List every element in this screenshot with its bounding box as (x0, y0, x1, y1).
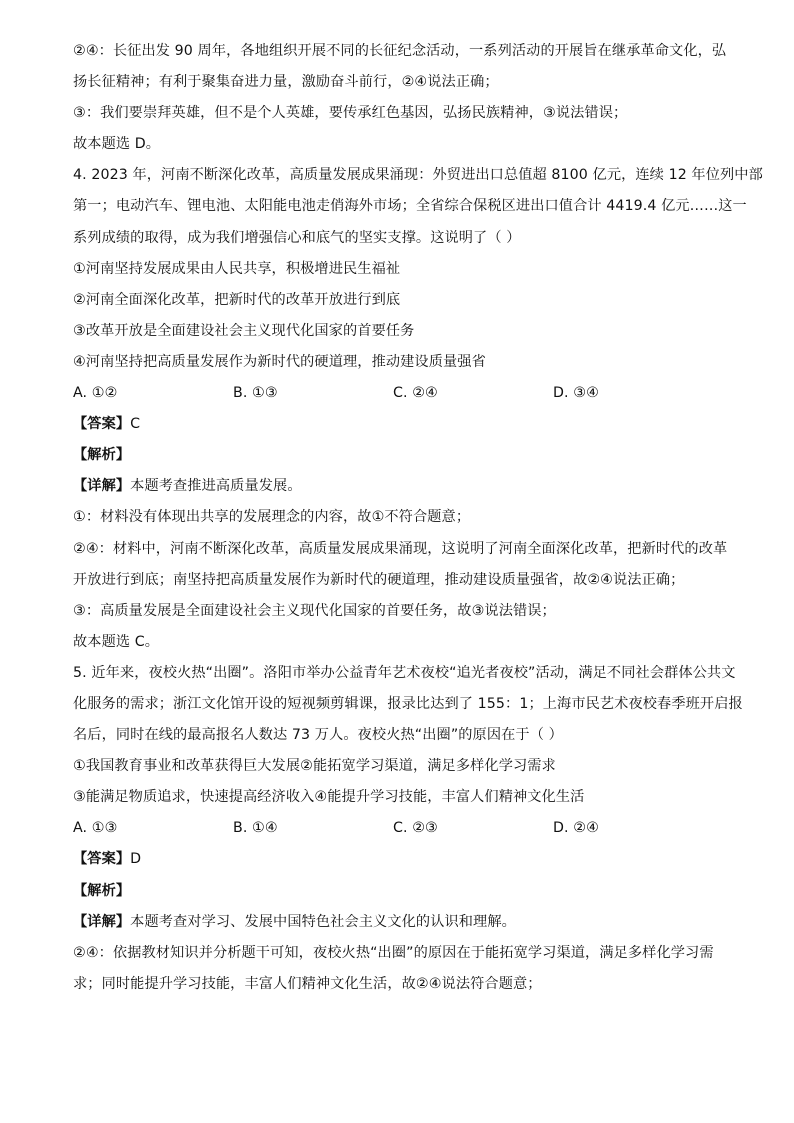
detail-line (73, 907, 733, 938)
explanation-line: 开放进行到底；南坚持把高质量发展作为新时代的硬道理，推动建设质量强省，故②④说法正确； (73, 571, 685, 588)
answer-options (73, 813, 733, 844)
option-a: A. ①③ (73, 820, 118, 837)
option-c: C. ②③ (393, 820, 438, 837)
question-5 (73, 658, 743, 1000)
option-b: B. ①④ (233, 820, 278, 837)
answer-value: C (130, 416, 141, 433)
detail-intro: 本题考查推进高质量发展。 (130, 478, 302, 495)
option-a: A. ①② (73, 385, 118, 402)
answer-label: 【答案】 (73, 851, 131, 868)
question-4 (73, 160, 763, 658)
statement-item: ③改革开放是全面建设社会主义现代化国家的首要任务 (73, 322, 415, 339)
statement-item: ①我国教育事业和改革获得巨大发展②能拓宽学习渠道，满足多样化学习需求 (73, 758, 556, 775)
question-stem: 4. 2023 年，河南不断深化改革，高质量发展成果涌现：外贸进出口总值超 8100 亿元，连续 12 年位列中部 (73, 167, 763, 184)
answer-line (73, 409, 733, 440)
explanation-line: ②④：依据教材知识并分析题干可知，夜校火热“出圈”的原因在于能拓宽学习渠道，满足多样化学习需 (73, 944, 714, 961)
explanation-line: ①：材料没有体现出共享的发展理念的内容，故①不符合题意； (73, 509, 471, 526)
answer-options (73, 378, 733, 409)
statement-item: ③能满足物质追求，快速提高经济收入④能提升学习技能，丰富人们精神文化生活 (73, 789, 585, 806)
detail-label: 【详解】 (73, 478, 131, 495)
detail-label: 【详解】 (73, 913, 131, 930)
text-line: 故本题选 D。 (73, 136, 161, 153)
question-stem: 化服务的需求；浙江文化馆开设的短视频剪辑课，报录比达到了 155：1；上海市民艺术夜校春季班开启报 (73, 695, 743, 712)
question-stem: 系列成绩的取得，成为我们增强信心和底气的坚实支撑。这说明了（ ） (73, 229, 521, 246)
detail-line (73, 471, 733, 502)
text-line: 扬长征精神；有利于聚集奋进力量，激励奋斗前行，②④说法正确； (73, 74, 499, 91)
detail-intro: 本题考查对学习、发展中国特色社会主义文化的认识和理解。 (130, 913, 516, 930)
explanation-line: ③：高质量发展是全面建设社会主义现代化国家的首要任务，故③说法错误； (73, 602, 556, 619)
option-c: C. ②④ (393, 385, 438, 402)
analysis-label: 【解析】 (73, 447, 131, 464)
question-stem: 第一；电动汽车、锂电池、太阳能电池走俏海外市场；全省综合保税区进出口值合计 4419.4 亿元……这一 (73, 198, 747, 215)
option-d: D. ②④ (553, 820, 599, 837)
question-stem: 名后，同时在线的最高报名人数达 73 万人。夜校火热“出圈”的原因在于（ ） (73, 727, 563, 744)
explanation-line: 故本题选 C。 (73, 633, 160, 650)
answer-label: 【答案】 (73, 416, 131, 433)
option-b: B. ①③ (233, 385, 278, 402)
explanation-line: ②④：材料中，河南不断深化改革，高质量发展成果涌现，这说明了河南全面深化改革，把新时代的改革 (73, 540, 728, 557)
question-stem: 5. 近年来，夜校火热“出圈”。洛阳市举办公益青年艺术夜校“追光者夜校”活动，满足不同社会群体公共文 (73, 664, 736, 681)
answer-line (73, 844, 733, 875)
document-page (73, 36, 763, 1000)
statement-item: ②河南全面深化改革，把新时代的改革开放进行到底 (73, 291, 401, 308)
option-d: D. ③④ (553, 385, 599, 402)
answer-value: D (130, 851, 142, 868)
text-line: ③：我们要崇拜英雄，但不是个人英雄，要传承红色基因，弘扬民族精神，③说法错误； (73, 105, 628, 122)
explanation-line: 求；同时能提升学习技能，丰富人们精神文化生活，故②④说法符合题意； (73, 975, 542, 992)
statement-item: ④河南坚持把高质量发展作为新时代的硬道理，推动建设质量强省 (73, 353, 486, 370)
statement-item: ①河南坚持发展成果由人民共享，积极增进民生福祉 (73, 260, 401, 277)
analysis-label: 【解析】 (73, 882, 131, 899)
text-line: ②④：长征出发 90 周年，各地组织开展不同的长征纪念活动，一系列活动的开展旨在继承革命文化，弘 (73, 43, 727, 59)
